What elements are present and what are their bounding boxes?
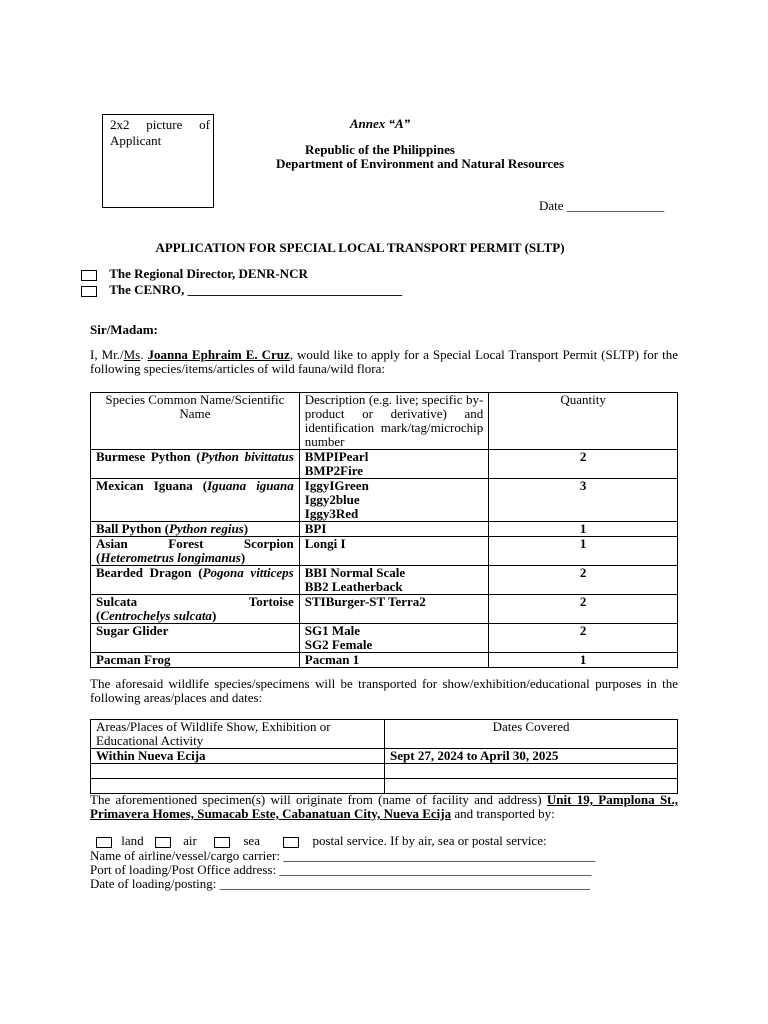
photo-placeholder-box [102, 114, 214, 208]
species-cell: Burmese Python (Python bivittatus [91, 450, 300, 479]
addressee-cenro [81, 282, 402, 298]
quantity-cell: 2 [489, 624, 678, 653]
postal-label: postal service. If by air, sea or postal service: [312, 833, 547, 848]
species-cell: Sulcata Tortoise (Centrochelys sulcata) [91, 595, 300, 624]
origin-prefix: The aforementioned specimen(s) will originate from (name of facility and address) [90, 792, 542, 807]
republic-heading: Republic of the Philippines [305, 142, 455, 157]
quantity-cell: 2 [489, 595, 678, 624]
transport-mode-options [96, 833, 547, 849]
quantity-header: Quantity [489, 393, 678, 450]
intro-suffix: , would like to apply for a Special Local Transport Permit (SLTP) for the following species/items/articles of wild fauna/wild flora: [90, 347, 678, 376]
table-row [91, 450, 678, 479]
applicant-name: Joanna Ephraim E. Cruz [147, 347, 290, 362]
table-row [91, 595, 678, 624]
land-label: land [121, 833, 144, 848]
description-cell: SG1 Male SG2 Female [299, 624, 489, 653]
species-header: Species Common Name/Scientific Name [91, 393, 300, 450]
table-row [91, 749, 678, 764]
transport-paragraph: The aforesaid wildlife species/specimens will be transported for show/exhibition/educational purposes in the following areas/places and dates: [90, 676, 678, 705]
port-field[interactable]: Port of loading/Post Office address: ________________________________________________ [90, 862, 592, 877]
species-cell: Asian Forest Scorpion (Heterometrus longimanus) [91, 537, 300, 566]
cenro-label[interactable]: The CENRO, _________________________________ [109, 282, 403, 297]
air-label: air [183, 833, 197, 848]
carrier-field[interactable]: Name of airline/vessel/cargo carrier: ________________________________________________ [90, 848, 596, 863]
department-heading: Department of Environment and Natural Resources [275, 156, 565, 171]
description-cell: STIBurger-ST Terra2 [299, 595, 489, 624]
form-title: APPLICATION FOR SPECIAL LOCAL TRANSPORT PERMIT (SLTP) [155, 240, 565, 255]
areas-table [90, 719, 678, 794]
photo-placeholder-label: 2x2 picture of Applicant [110, 117, 210, 148]
intro-prefix: I, Mr./ [90, 347, 124, 362]
intro-paragraph [90, 348, 678, 376]
description-cell: Longi I [299, 537, 489, 566]
origin-paragraph [90, 793, 678, 821]
table-row [91, 653, 678, 668]
description-cell: BPI [299, 522, 489, 537]
quantity-cell: 1 [489, 537, 678, 566]
description-cell: IggyIGreen Iggy2blue Iggy3Red [299, 479, 489, 522]
annex-label: Annex “A” [349, 116, 411, 131]
quantity-cell: 1 [489, 653, 678, 668]
species-cell: Pacman Frog [91, 653, 300, 668]
sea-checkbox[interactable] [214, 837, 230, 848]
origin-address: Unit 19, Pamplona St., Primavera Homes, Sumacab Este, Cabanatuan City, Nueva Ecija [90, 792, 678, 821]
loading-date-field[interactable]: Date of loading/posting: _________________________________________________________ [90, 876, 591, 891]
salutation: Sir/Madam: [90, 322, 158, 337]
air-checkbox[interactable] [155, 837, 171, 848]
cenro-checkbox[interactable] [81, 286, 97, 297]
date-field[interactable]: Date _______________ [539, 198, 665, 213]
addressee-regional-director [81, 266, 308, 282]
table-row [91, 624, 678, 653]
quantity-cell: 2 [489, 450, 678, 479]
table-row [91, 479, 678, 522]
table-row [91, 537, 678, 566]
table-row [91, 566, 678, 595]
dates-cell[interactable] [385, 764, 678, 779]
quantity-cell: 1 [489, 522, 678, 537]
ms-title: Ms [123, 347, 141, 362]
area-cell[interactable] [91, 764, 385, 779]
table-row [91, 522, 678, 537]
description-cell: BMPIPearl BMP2Fire [299, 450, 489, 479]
land-checkbox[interactable] [96, 837, 112, 848]
dates-cell[interactable]: Sept 27, 2024 to April 30, 2025 [385, 749, 678, 764]
description-header: Description (e.g. live; specific by-product or derivative) and identification mark/tag/microchip number [299, 393, 489, 450]
origin-suffix: and transported by: [454, 806, 555, 821]
quantity-cell: 3 [489, 479, 678, 522]
regional-director-checkbox[interactable] [81, 270, 97, 281]
area-cell[interactable]: Within Nueva Ecija [91, 749, 385, 764]
species-cell: Mexican Iguana (Iguana iguana [91, 479, 300, 522]
species-cell: Ball Python (Python regius) [91, 522, 300, 537]
description-cell: BBI Normal Scale BB2 Leatherback [299, 566, 489, 595]
sea-label: sea [243, 833, 260, 848]
species-table-header [91, 393, 678, 450]
species-cell: Bearded Dragon (Pogona vitticeps [91, 566, 300, 595]
postal-checkbox[interactable] [283, 837, 299, 848]
description-cell: Pacman 1 [299, 653, 489, 668]
quantity-cell: 2 [489, 566, 678, 595]
table-row [91, 764, 678, 779]
species-table [90, 392, 678, 668]
regional-director-label: The Regional Director, DENR-NCR [109, 266, 308, 281]
dates-header: Dates Covered [385, 720, 678, 749]
intro-dot: . [140, 347, 148, 362]
areas-table-header [91, 720, 678, 749]
areas-header: Areas/Places of Wildlife Show, Exhibition or Educational Activity [91, 720, 385, 749]
species-cell: Sugar Glider [91, 624, 300, 653]
